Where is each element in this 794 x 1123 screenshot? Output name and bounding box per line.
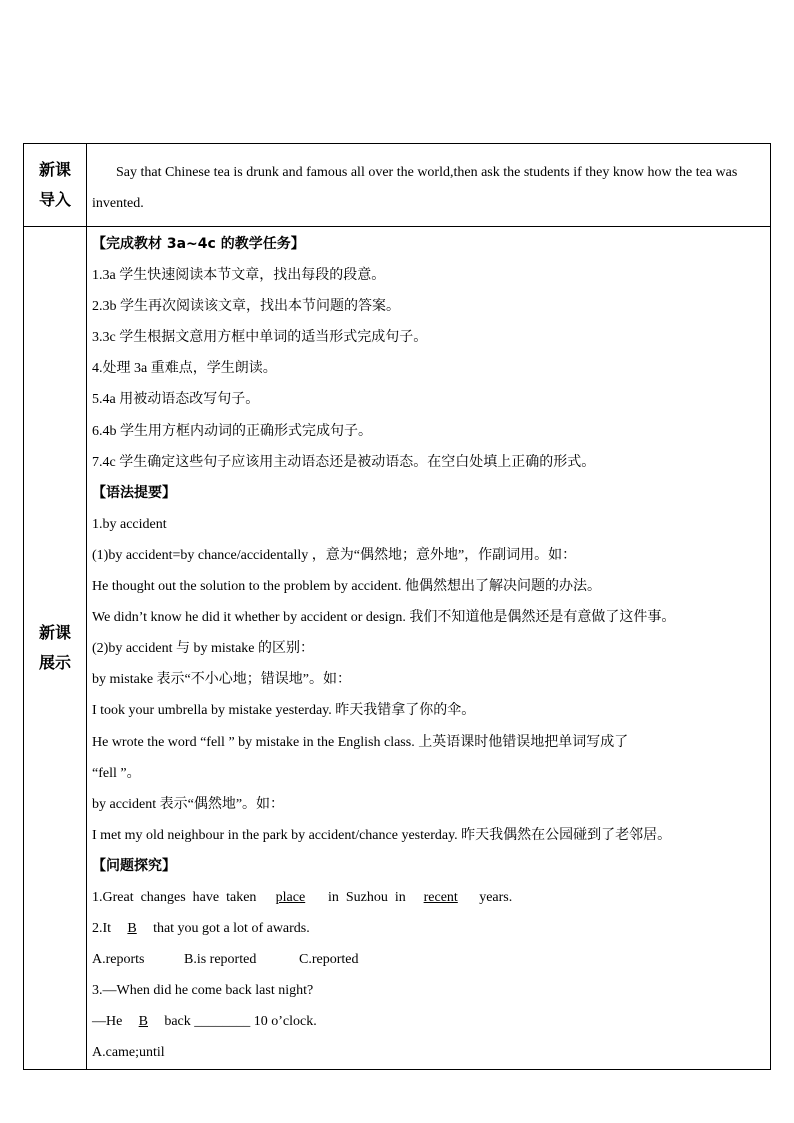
- q2-text-before: 2.It: [92, 921, 112, 937]
- tasks-heading: 【完成教材 3a~4c 的教学任务】: [92, 236, 305, 252]
- task-item: 2.3b 学生再次阅读该文章，找出本节问题的答案。: [92, 299, 400, 315]
- q3-text-after: back ________ 10 o’clock.: [164, 1014, 317, 1030]
- q1-answer-blank-2: recent: [423, 889, 458, 905]
- intro-paragraph: [92, 144, 762, 219]
- q3-text-before: —He: [92, 1014, 123, 1030]
- task-item: 7.4c 学生确定这些句子应该用主动语态还是被动语态。在空白处填上正确的形式。: [92, 454, 596, 470]
- q2-option-c: C.reported: [299, 952, 359, 968]
- questions-heading: 【问题探究】: [92, 857, 176, 874]
- task-item: 4.处理 3a 重难点，学生朗读。: [92, 361, 277, 377]
- main-label-line1: 新课: [38, 622, 71, 642]
- grammar-line: I met my old neighbour in the park by accident/chance yesterday. 昨天我偶然在公园碰到了老邻居。: [92, 827, 672, 843]
- question-3-answer: [92, 1006, 762, 1037]
- grammar-line: (1)by accident=by chance/accidentally ，意为“偶然地；意外地”，作副词用。如：: [92, 547, 577, 563]
- intro-label: [24, 144, 87, 227]
- intro-label-line2: 导入: [38, 190, 71, 209]
- intro-content: [87, 144, 771, 227]
- grammar-line: He thought out the solution to the problem by accident. 他偶然想出了解决问题的办法。: [92, 579, 601, 595]
- intro-row: [24, 144, 771, 227]
- grammar-line: I took your umbrella by mistake yesterday. 昨天我错拿了你的伞。: [92, 703, 476, 719]
- intro-text: Say that Chinese tea is drunk and famous all over the world,then ask the students if they know how the tea was invented.: [92, 165, 738, 211]
- grammar-line: “fell ”。: [92, 765, 141, 781]
- question-1: [92, 882, 762, 913]
- main-content: [87, 227, 771, 1070]
- q1-text-before: 1.Great changes have taken: [92, 889, 264, 905]
- question-3: 3.—When did he come back last night?: [92, 983, 314, 999]
- task-item: 5.4a 用被动语态改写句子。: [92, 392, 260, 408]
- q1-text-after: years.: [468, 889, 513, 905]
- task-item: 3.3c 学生根据文意用方框中单词的适当形式完成句子。: [92, 330, 428, 346]
- main-label: [24, 227, 87, 1070]
- q1-answer-blank-1: place: [275, 889, 306, 905]
- q2-option-b: B.is reported: [184, 952, 257, 968]
- task-item: 1.3a 学生快速阅读本节文章，找出每段的段意。: [92, 268, 386, 284]
- grammar-line: by accident 表示“偶然地”。如：: [92, 796, 285, 812]
- q1-text-mid: in Suzhou in: [317, 889, 413, 905]
- main-row: [24, 227, 771, 1070]
- question-2: [92, 913, 762, 944]
- question-3-option-a: A.came;until: [92, 1045, 165, 1061]
- q2-text-after: that you got a lot of awards.: [153, 921, 310, 937]
- intro-label-line1: 新课: [38, 160, 71, 179]
- grammar-line: He wrote the word “fell ” by mistake in the English class. 上英语课时他错误地把单词写成了: [92, 734, 629, 750]
- q2-answer-blank: B: [127, 921, 137, 937]
- grammar-line: We didn’t know he did it whether by accident or design. 我们不知道他是偶然还是有意做了这件事。: [92, 610, 676, 626]
- grammar-line: (2)by accident 与 by mistake 的区别：: [92, 641, 315, 657]
- q2-option-a: A.reports: [92, 952, 145, 968]
- question-2-options: [92, 944, 762, 975]
- q3-answer-blank: B: [138, 1014, 148, 1030]
- main-label-line2: 展示: [38, 652, 71, 672]
- grammar-heading: 【语法提要】: [92, 484, 176, 501]
- task-item: 6.4b 学生用方框内动词的正确形式完成句子。: [92, 423, 372, 439]
- grammar-line: 1.by accident: [92, 516, 167, 532]
- lesson-table: [23, 143, 771, 1070]
- grammar-line: by mistake 表示“不小心地；错误地”。如：: [92, 672, 351, 688]
